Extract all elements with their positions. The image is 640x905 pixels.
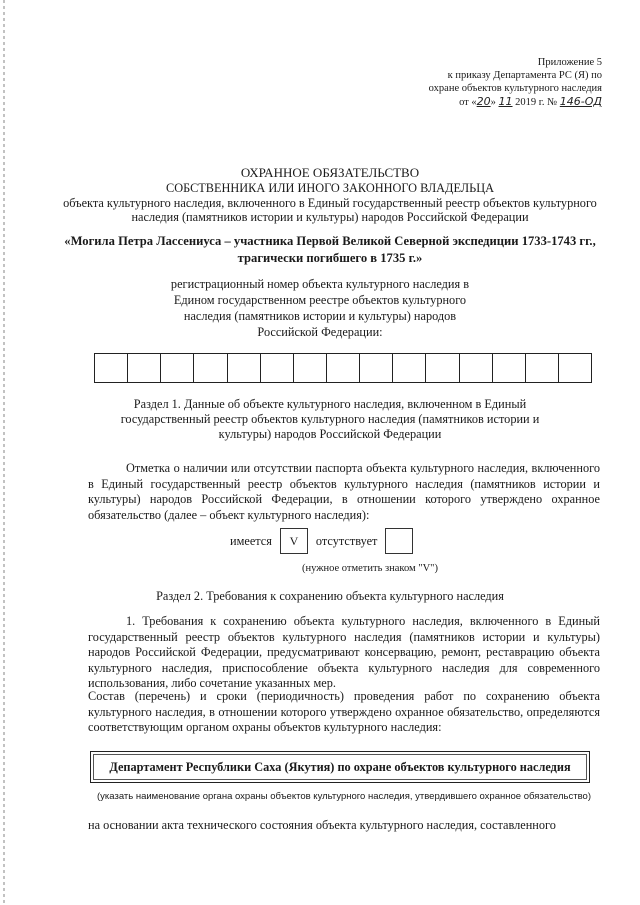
section-2-heading: Раздел 2. Требования к сохранению объекта культурного наследия <box>156 589 504 603</box>
reg-cell[interactable] <box>95 354 128 382</box>
reg-cell[interactable] <box>128 354 161 382</box>
reg-cell[interactable] <box>161 354 194 382</box>
has-checkbox[interactable]: V <box>280 528 308 554</box>
department-name: Департамент Республики Саха (Якутия) по охране объектов культурного наследия <box>109 759 571 774</box>
reg-cell[interactable] <box>228 354 261 382</box>
reg-cell[interactable] <box>194 354 227 382</box>
reg-cell[interactable] <box>327 354 360 382</box>
reg-cell[interactable] <box>294 354 327 382</box>
order-number: 146-ОД <box>559 95 602 108</box>
section-1-heading: Раздел 1. Данные об объекте культурного наследия, включенном в Единый государственный реестр объектов культурного наследия (памятников истории и культуры) народов Российской Федерации <box>120 397 540 441</box>
department-field <box>90 751 590 783</box>
appendix-date <box>402 95 602 109</box>
reg-cell[interactable] <box>360 354 393 382</box>
reg-cell[interactable] <box>526 354 559 382</box>
reg-cell[interactable] <box>559 354 591 382</box>
reg-cell[interactable] <box>393 354 426 382</box>
reg-cell[interactable] <box>493 354 526 382</box>
date-year: 2019 г. № <box>515 97 558 108</box>
document-subtitle: СОБСТВЕННИКА ИЛИ ИНОГО ЗАКОННОГО ВЛАДЕЛЬЦА <box>166 181 494 195</box>
requirements-paragraph: 1. Требования к сохранению объекта культурного наследия, включенного в Единый государственный реестр объектов культурного наследия (памятников истории и культуры) народов Российской Федерации, предусматривают консервацию, ремонт, реставрацию объекта культурного наследия, приспособление объекта культурного наследия для современного использования, либо сочетание указанных мер. <box>88 614 600 690</box>
document-title: ОХРАННОЕ ОБЯЗАТЕЛЬСТВО <box>240 165 420 180</box>
date-mid: » <box>490 97 496 108</box>
date-month: 11 <box>498 95 513 108</box>
composition-paragraph: Состав (перечень) и сроки (периодичность) проведения работ по сохранению объекта культурного наследия, в отношении которого утверждено охранное обязательство, определяются соответствующим органом охраны объектов культурного наследия: <box>88 689 600 734</box>
absent-label: отсутствует <box>315 533 378 548</box>
reg-cell[interactable] <box>261 354 294 382</box>
has-label: имеется <box>230 533 272 548</box>
registration-label: регистрационный номер объекта культурного наследия в Едином государственном реестре объектов культурного наследия (памятников истории и культуры) народов Российской Федерации: <box>170 277 470 339</box>
department-note: (указать наименование органа охраны объектов культурного наследия, утвердившего охранное обязательство) <box>97 791 591 802</box>
reg-cell[interactable] <box>426 354 459 382</box>
absent-checkbox[interactable] <box>385 528 413 554</box>
reg-cell[interactable] <box>460 354 493 382</box>
date-day: 20 <box>476 95 491 108</box>
appendix-line-2: к приказу Департамента РС (Я) по <box>447 70 602 81</box>
passport-mark-paragraph: Отметка о наличии или отсутствии паспорта объекта культурного наследия, включенного в Единый государственный реестр объектов культурного наследия (памятников истории и культуры) народов Российской Федерации, в отношении которого утверждено охранное обязательство (далее – объект культурного наследия): <box>88 461 600 522</box>
date-prefix: от « <box>459 97 477 108</box>
registration-number-boxes <box>94 353 592 383</box>
passport-choice <box>230 528 421 554</box>
document-subtitle-description: объекта культурного наследия, включенного в Единый государственный реестр объектов культурного наследия (памятников истории и культуры) народов Российской Федерации <box>63 196 597 224</box>
closing-line: на основании акта технического состояния объекта культурного наследия, составленного <box>88 818 556 832</box>
object-name: «Могила Петра Лассениуса – участника Первой Великой Северной экспедиции 1733-1743 гг., трагически погибшего в 1735 г.» <box>64 234 596 265</box>
appendix-header <box>402 56 602 109</box>
choice-note: (нужное отметить знаком "V") <box>302 563 438 574</box>
appendix-line-1: Приложение 5 <box>537 57 602 68</box>
appendix-line-3: охране объектов культурного наследия <box>428 83 602 94</box>
binding-edge <box>3 0 5 905</box>
